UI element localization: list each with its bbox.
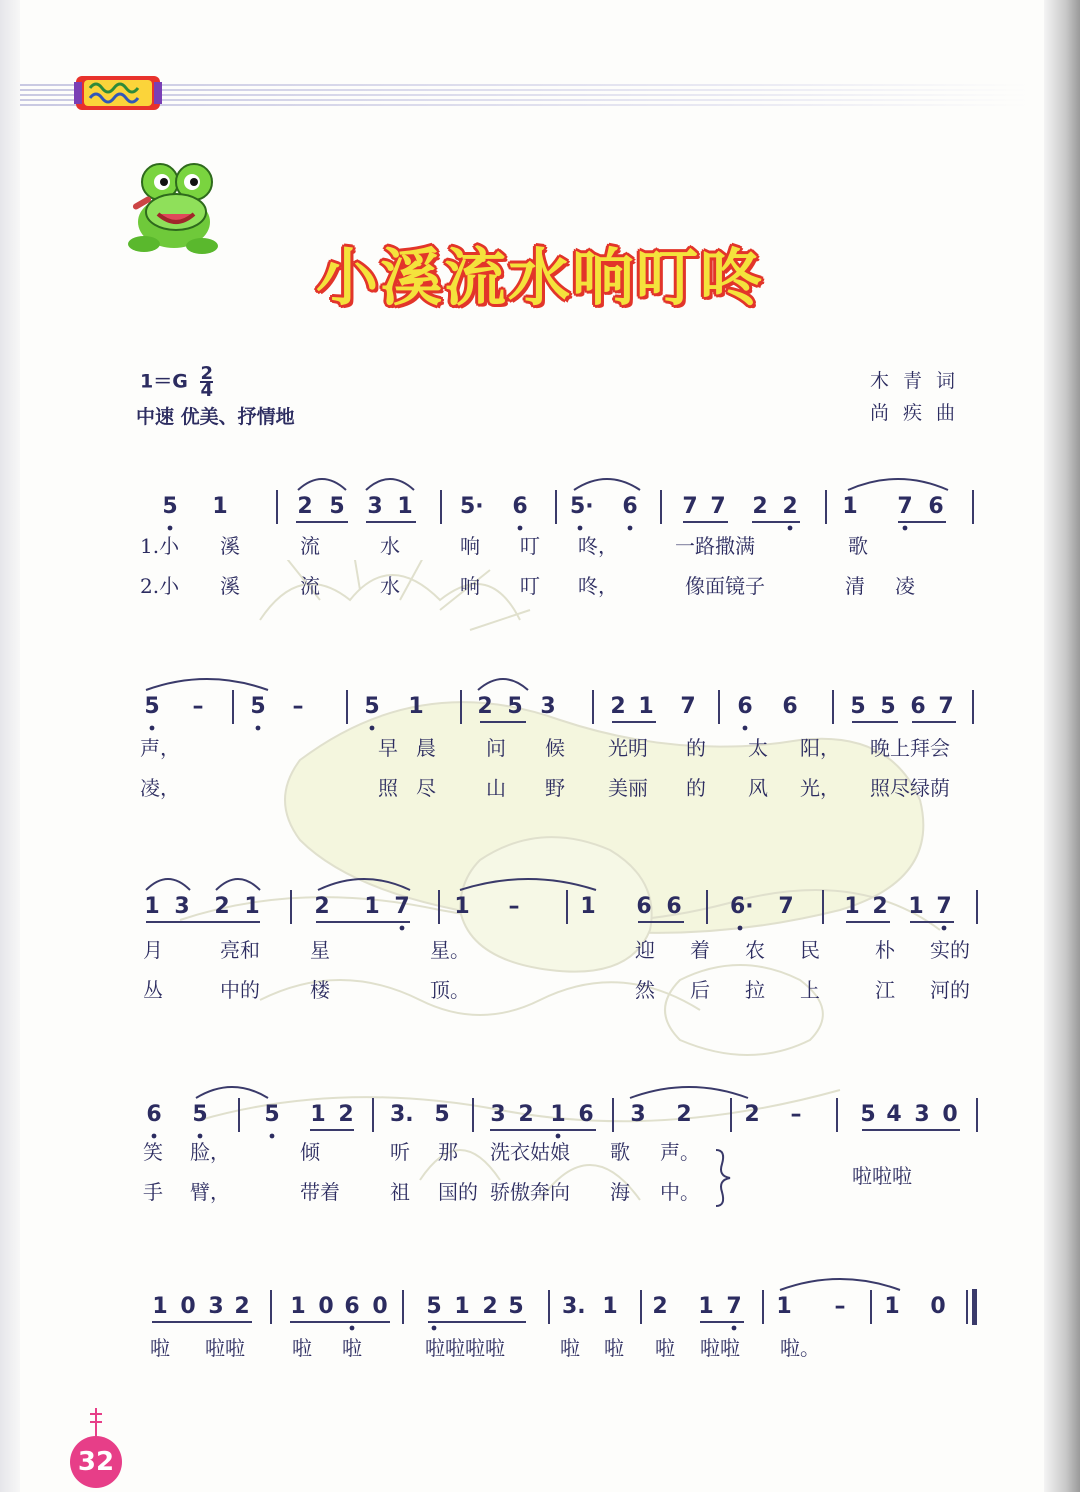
lyric-syllable: 带着 xyxy=(300,1180,340,1204)
slur xyxy=(478,679,528,690)
octave-dot-low xyxy=(788,526,793,531)
lyric-syllable: 2.小 xyxy=(140,574,180,598)
lyric-syllable: 歌 xyxy=(848,534,868,558)
lyric-syllable: 丛 xyxy=(143,978,163,1002)
lyric-syllable: 楼 xyxy=(310,978,330,1002)
note: 6 xyxy=(636,894,652,919)
note: – xyxy=(292,694,304,719)
lyric-syllable: 臂， xyxy=(190,1180,230,1204)
note: 5 xyxy=(329,494,345,519)
note: 1 xyxy=(580,894,596,919)
lyric-syllable: 上 xyxy=(800,978,820,1002)
note: 5 xyxy=(162,494,178,519)
slur xyxy=(460,879,596,890)
note: 3 xyxy=(174,894,190,919)
note: 2 xyxy=(234,1294,250,1319)
note: 3 xyxy=(490,1102,506,1127)
octave-dot-low xyxy=(432,1326,437,1331)
lyric-syllable: 星 xyxy=(310,938,330,962)
lyric-syllable: 声， xyxy=(140,736,180,760)
time-signature-top: 2 xyxy=(200,363,213,384)
octave-dot-low xyxy=(152,1134,157,1139)
lyric-syllable: 咚， xyxy=(578,534,618,558)
note: 2 xyxy=(297,494,313,519)
lyric-syllable: 亮和 xyxy=(220,938,260,962)
lyric-syllable: 迎 xyxy=(635,938,655,962)
note: 3 xyxy=(208,1294,224,1319)
lyric-syllable: 咚， xyxy=(578,574,618,598)
lyric-syllable: 早 xyxy=(378,736,398,760)
composer-credit: 尚疾曲 xyxy=(870,402,970,424)
lyric-syllable: 候 xyxy=(545,736,565,760)
note: 1 xyxy=(550,1102,566,1127)
lyric-syllable: 听 xyxy=(390,1140,410,1164)
tempo-marking: 中速 优美、抒情地 xyxy=(136,406,295,428)
octave-dot-low xyxy=(903,526,908,531)
note: 6 xyxy=(622,494,638,519)
lyric-syllable: 洗衣姑娘 xyxy=(490,1140,570,1164)
note: 5 xyxy=(144,694,160,719)
lyric-syllable: 脸， xyxy=(190,1140,230,1164)
note: 2 xyxy=(652,1294,668,1319)
note: 5 xyxy=(192,1102,208,1127)
slur xyxy=(216,879,260,890)
lyric-brace xyxy=(716,1150,730,1206)
lyric-syllable: 啦 xyxy=(342,1336,362,1360)
note: 1 xyxy=(144,894,160,919)
lyric-syllable: 啦 xyxy=(150,1336,170,1360)
note: 6 xyxy=(666,894,682,919)
note: 7 xyxy=(936,894,952,919)
lyricist-credit: 木青词 xyxy=(870,370,970,392)
note: 7 xyxy=(682,494,698,519)
lyric-syllable: 问 xyxy=(486,736,506,760)
lyric-syllable: 的 xyxy=(686,776,706,800)
time-signature-bottom: 4 xyxy=(200,380,213,401)
note: 1 xyxy=(397,494,413,519)
note: 1 xyxy=(212,494,228,519)
lyric-syllable: 清 xyxy=(845,574,865,598)
note: 1 xyxy=(454,1294,470,1319)
note: 7 xyxy=(710,494,726,519)
page-number-ornament-icon xyxy=(86,1408,106,1438)
note: 2 xyxy=(752,494,768,519)
octave-dot-low xyxy=(738,926,743,931)
note: 2 xyxy=(338,1102,354,1127)
lyric-syllable: 叮 xyxy=(520,534,540,558)
note: 5 xyxy=(508,1294,524,1319)
note: 6 xyxy=(578,1102,594,1127)
note: – xyxy=(834,1294,846,1319)
lyric-syllable: 溪 xyxy=(220,534,240,558)
note: 5 xyxy=(426,1294,442,1319)
slur xyxy=(780,1279,900,1290)
note: 4 xyxy=(886,1102,902,1127)
note: 1 xyxy=(290,1294,306,1319)
lyric-syllable: 祖 xyxy=(390,1180,410,1204)
lyric-syllable: 野 xyxy=(545,776,565,800)
note: 1 xyxy=(884,1294,900,1319)
note: – xyxy=(508,894,520,919)
note: 0 xyxy=(180,1294,196,1319)
lyric-syllable: 倾 xyxy=(300,1140,320,1164)
lyric-syllable: 照尽绿荫 xyxy=(870,776,950,800)
lyric-syllable: 晨 xyxy=(416,736,436,760)
lyric-syllable: 国的 xyxy=(438,1180,478,1204)
lyric-syllable: 凌 xyxy=(895,574,915,598)
lyric-syllable: 响 xyxy=(460,574,480,598)
note: 1 xyxy=(842,494,858,519)
note: 5 xyxy=(880,694,896,719)
octave-dot-low xyxy=(198,1134,203,1139)
note: 5 xyxy=(264,1102,280,1127)
octave-dot-low xyxy=(732,1326,737,1331)
octave-dot-low xyxy=(743,726,748,731)
refrain-lyric: 啦啦啦 xyxy=(852,1164,912,1188)
lyric-syllable: 后 xyxy=(690,978,710,1002)
lyric-syllable: 月 xyxy=(143,938,163,962)
note: 2 xyxy=(477,694,493,719)
slur xyxy=(146,879,190,890)
slur xyxy=(196,1087,268,1098)
note: 6 xyxy=(344,1294,360,1319)
octave-dot-low xyxy=(150,726,155,731)
key-text: 1＝G xyxy=(140,370,188,393)
lyric-syllable: 声。 xyxy=(660,1140,700,1164)
note: 7 xyxy=(897,494,913,519)
note: 3. xyxy=(562,1294,586,1319)
slur xyxy=(574,479,640,490)
note: 5· xyxy=(460,494,484,519)
note: 5 xyxy=(434,1102,450,1127)
note: 5 xyxy=(507,694,523,719)
note: 0 xyxy=(930,1294,946,1319)
lyric-syllable: 凌， xyxy=(140,776,180,800)
lyric-syllable: 流 xyxy=(300,574,320,598)
note: 0 xyxy=(318,1294,334,1319)
note: 1 xyxy=(152,1294,168,1319)
lyric-syllable: 着 xyxy=(690,938,710,962)
lyric-syllable: 农 xyxy=(745,938,765,962)
lyric-syllable: 然 xyxy=(635,978,655,1002)
note: – xyxy=(192,694,204,719)
octave-dot-low xyxy=(556,1134,561,1139)
lyric-syllable: 溪 xyxy=(220,574,240,598)
note: 5 xyxy=(250,694,266,719)
note: 7 xyxy=(680,694,696,719)
octave-dot-low xyxy=(628,526,633,531)
note: 6 xyxy=(910,694,926,719)
note: 2 xyxy=(676,1102,692,1127)
lyric-syllable: 一路撒满 xyxy=(675,534,755,558)
octave-dot-low xyxy=(578,526,583,531)
note: 1 xyxy=(638,694,654,719)
lyric-syllable: 啦 xyxy=(655,1336,675,1360)
note: 3 xyxy=(540,694,556,719)
note: 2 xyxy=(482,1294,498,1319)
octave-dot-low xyxy=(256,726,261,731)
note: 6 xyxy=(512,494,528,519)
note: 6 xyxy=(146,1102,162,1127)
lyric-syllable: 星。 xyxy=(430,938,470,962)
lyric-syllable: 啦啦啦啦 xyxy=(425,1336,505,1360)
lyric-syllable: 中。 xyxy=(660,1180,700,1204)
note: 6 xyxy=(782,694,798,719)
note: – xyxy=(790,1102,802,1127)
lyric-syllable: 歌 xyxy=(610,1140,630,1164)
lyric-syllable: 山 xyxy=(486,776,506,800)
lyric-syllable: 1.小 xyxy=(140,534,180,558)
note: 7 xyxy=(726,1294,742,1319)
lyric-syllable: 照 xyxy=(378,776,398,800)
lyric-syllable: 流 xyxy=(300,534,320,558)
lyric-syllable: 水 xyxy=(380,574,400,598)
note: 1 xyxy=(310,1102,326,1127)
note: 0 xyxy=(942,1102,958,1127)
lyric-syllable: 阳， xyxy=(800,736,840,760)
note: 6· xyxy=(730,894,754,919)
octave-dot-low xyxy=(270,1134,275,1139)
slur xyxy=(318,879,410,890)
lyric-syllable: 叮 xyxy=(520,574,540,598)
octave-dot-low xyxy=(168,526,173,531)
note: 2 xyxy=(744,1102,760,1127)
lyric-syllable: 江 xyxy=(875,978,895,1002)
note: 3 xyxy=(367,494,383,519)
lyric-syllable: 骄傲奔向 xyxy=(490,1180,570,1204)
lyric-syllable: 那 xyxy=(438,1140,458,1164)
lyric-syllable: 朴 xyxy=(875,938,895,962)
lyric-syllable: 海 xyxy=(610,1180,630,1204)
slur xyxy=(848,479,948,490)
note: 1 xyxy=(408,694,424,719)
note: 1 xyxy=(454,894,470,919)
lyric-syllable: 晚上拜会 xyxy=(870,736,950,760)
octave-dot-low xyxy=(350,1326,355,1331)
note: 5· xyxy=(570,494,594,519)
song-title: 小溪流水响叮咚 xyxy=(315,241,764,314)
octave-dot-low xyxy=(518,526,523,531)
octave-dot-low xyxy=(400,926,405,931)
lyric-syllable: 河的 xyxy=(930,978,970,1002)
note: 7 xyxy=(778,894,794,919)
lyric-syllable: 啦 xyxy=(604,1336,624,1360)
note: 1 xyxy=(698,1294,714,1319)
note: 2 xyxy=(518,1102,534,1127)
octave-dot-low xyxy=(942,926,947,931)
note: 3 xyxy=(914,1102,930,1127)
octave-dot-low xyxy=(370,726,375,731)
note: 1 xyxy=(776,1294,792,1319)
lyric-syllable: 啦啦 xyxy=(700,1336,740,1360)
note: 3. xyxy=(390,1102,414,1127)
note: 3 xyxy=(630,1102,646,1127)
note: 1 xyxy=(844,894,860,919)
lyric-syllable: 民 xyxy=(800,938,820,962)
page-number: 32 xyxy=(70,1436,122,1488)
lyric-syllable: 啦啦 xyxy=(205,1336,245,1360)
lyric-syllable: 手 xyxy=(143,1180,163,1204)
note: 2 xyxy=(610,694,626,719)
note: 6 xyxy=(928,494,944,519)
slur xyxy=(366,479,414,490)
note: 2 xyxy=(872,894,888,919)
lyric-syllable: 光， xyxy=(800,776,840,800)
note: 1 xyxy=(908,894,924,919)
note: 1 xyxy=(602,1294,618,1319)
lyric-syllable: 光明 xyxy=(608,736,648,760)
note: 5 xyxy=(364,694,380,719)
note: 5 xyxy=(860,1102,876,1127)
lyric-syllable: 拉 xyxy=(745,978,765,1002)
note: 6 xyxy=(737,694,753,719)
note: 2 xyxy=(214,894,230,919)
lyric-syllable: 尽 xyxy=(416,776,436,800)
note: 7 xyxy=(938,694,954,719)
lyric-syllable: 像面镜子 xyxy=(685,574,765,598)
lyric-syllable: 啦。 xyxy=(780,1336,820,1360)
slur xyxy=(630,1087,748,1098)
lyric-syllable: 顶。 xyxy=(430,978,470,1002)
lyric-syllable: 的 xyxy=(686,736,706,760)
lyric-syllable: 笑 xyxy=(143,1140,163,1164)
lyric-syllable: 响 xyxy=(460,534,480,558)
lyric-syllable: 中的 xyxy=(220,978,260,1002)
note: 5 xyxy=(850,694,866,719)
note: 0 xyxy=(372,1294,388,1319)
lyric-syllable: 实的 xyxy=(930,938,970,962)
lyric-syllable: 太 xyxy=(748,736,768,760)
note: 2 xyxy=(782,494,798,519)
lyric-syllable: 啦 xyxy=(292,1336,312,1360)
lyric-syllable: 风 xyxy=(748,776,768,800)
lyric-syllable: 啦 xyxy=(560,1336,580,1360)
slur xyxy=(298,479,346,490)
note: 7 xyxy=(394,894,410,919)
slur xyxy=(146,679,268,690)
lyric-syllable: 美丽 xyxy=(608,776,648,800)
lyric-syllable: 水 xyxy=(380,534,400,558)
note: 1 xyxy=(364,894,380,919)
note: 1 xyxy=(244,894,260,919)
note: 2 xyxy=(314,894,330,919)
